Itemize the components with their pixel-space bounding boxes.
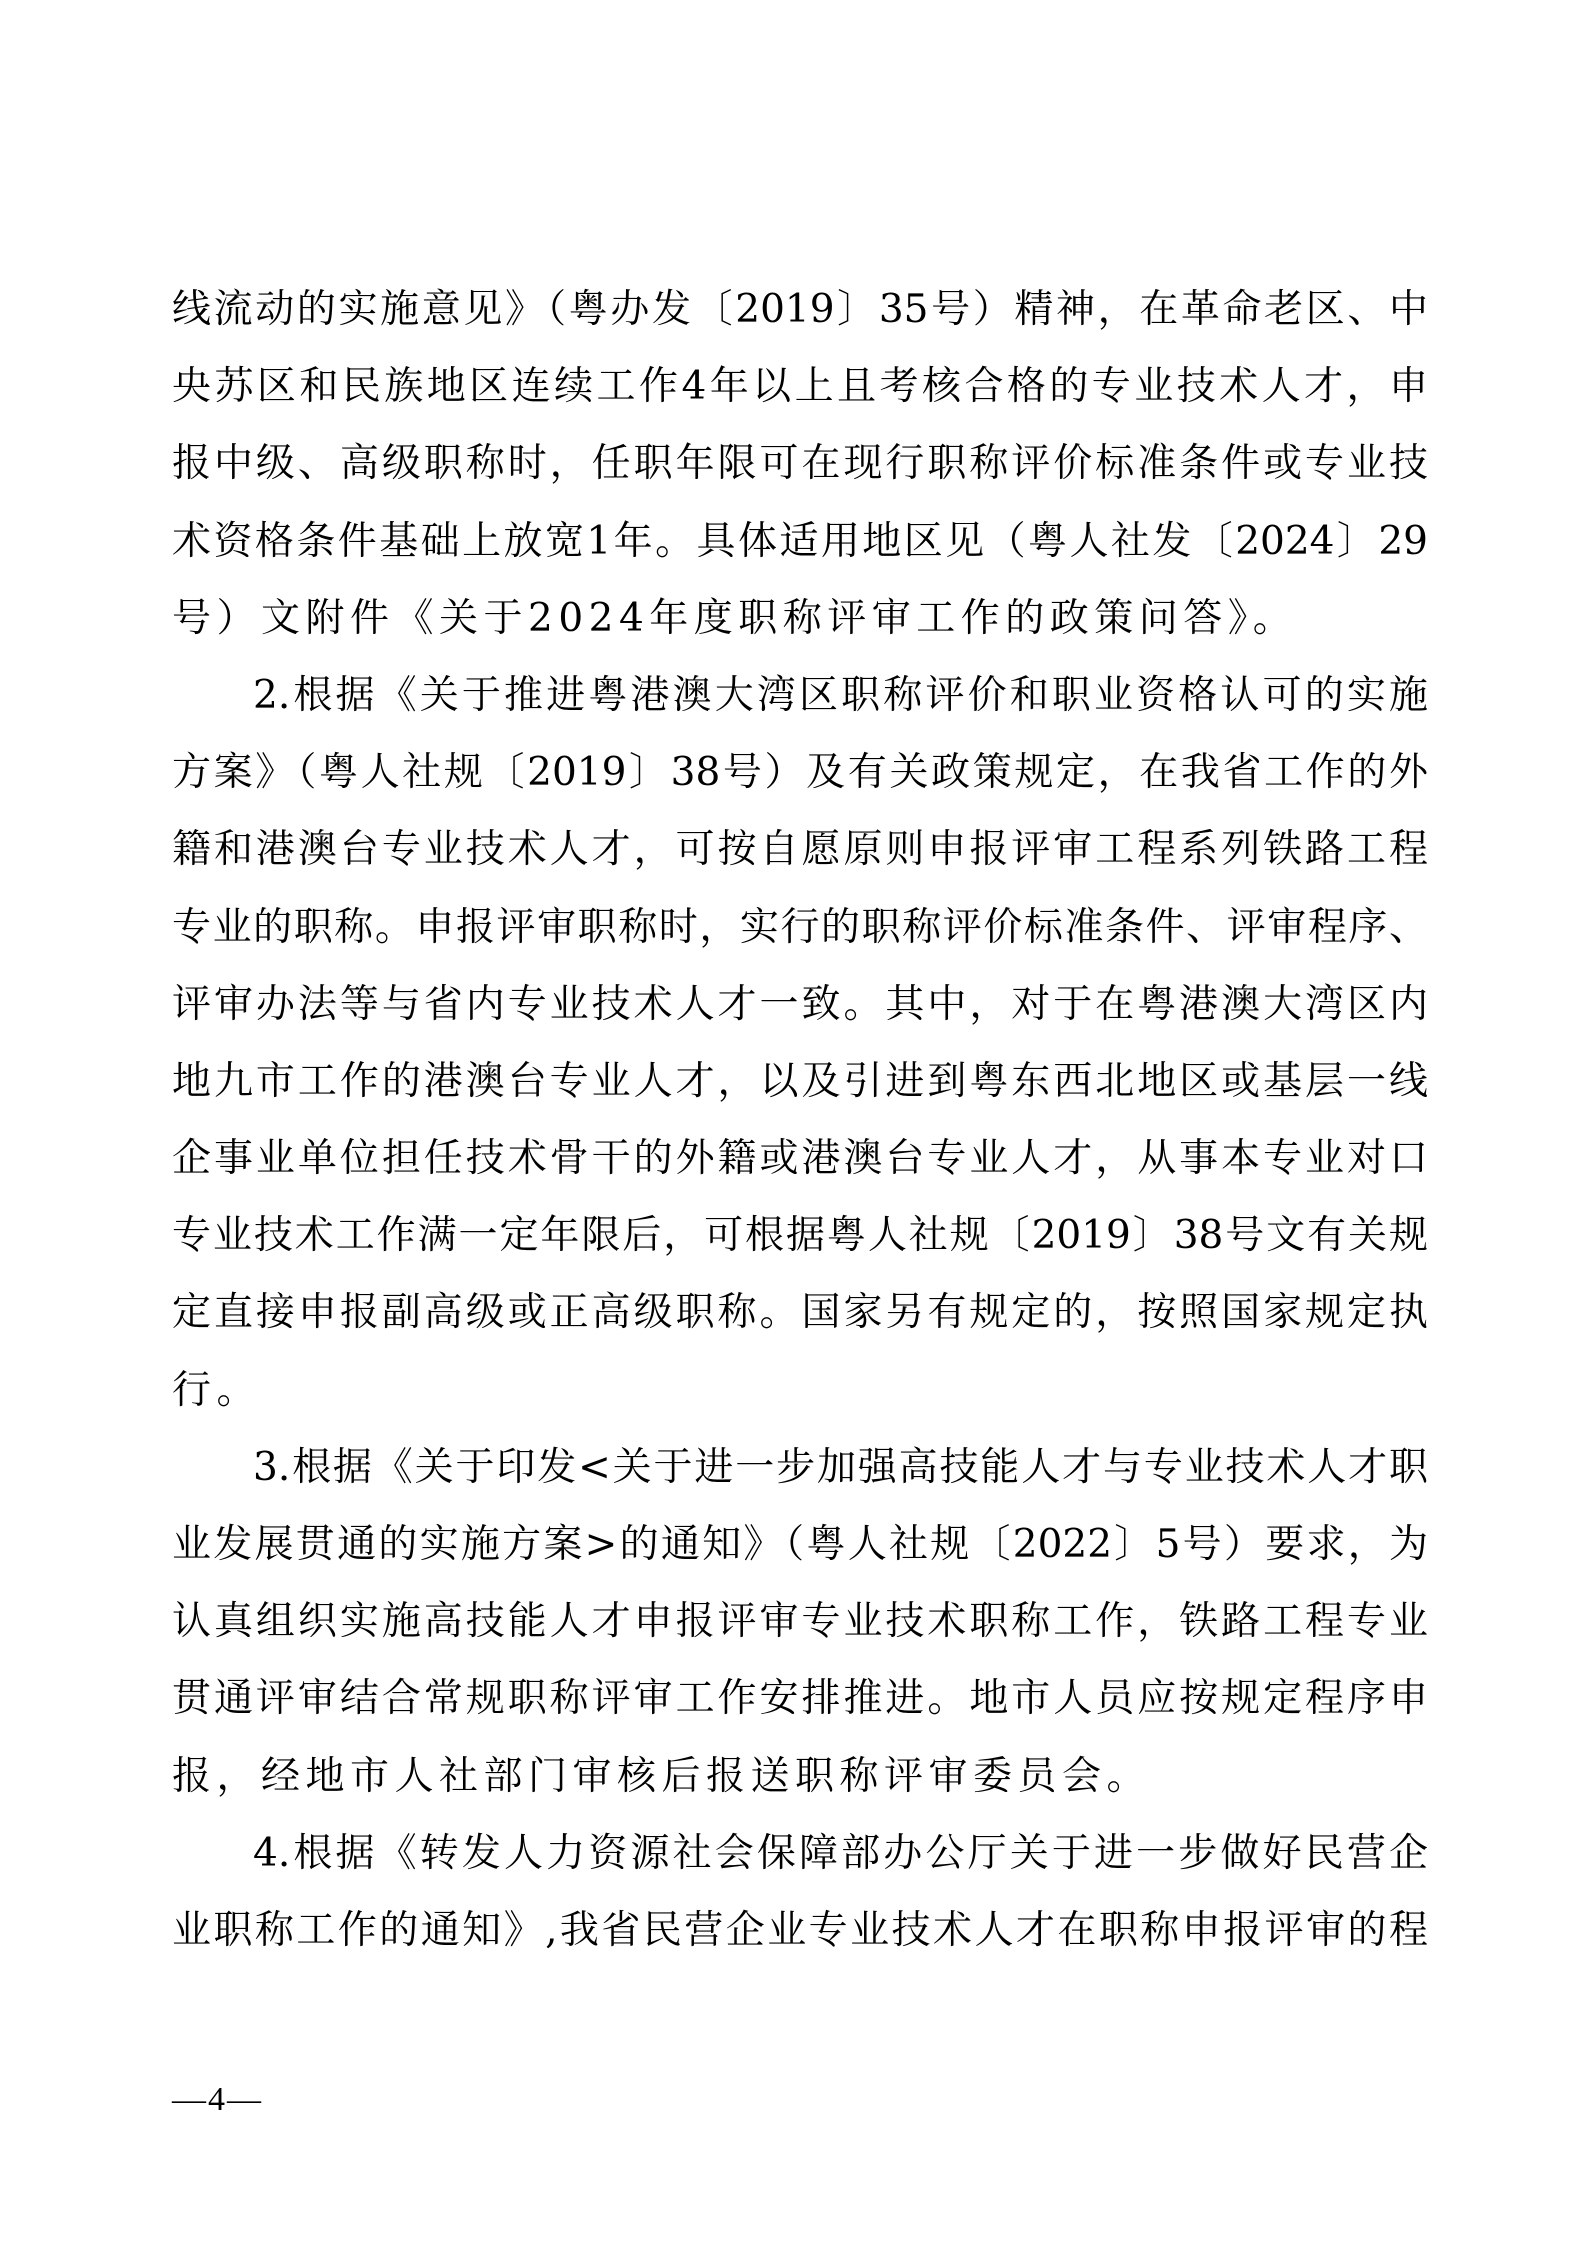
paragraph-1-continued	[172, 283, 1428, 669]
text-line: 术资格条件基础上放宽1年。具体适用地区见（粤人社发〔2024〕29	[172, 518, 1428, 564]
text-line: 籍和港澳台专业技术人才，可按自愿原则申报评审工程系列铁路工程	[172, 827, 1428, 873]
text-line: 号）文附件《关于2024年度职称评审工作的政策问答》。	[172, 595, 1298, 641]
text-line: 3.根据《关于印发<关于进一步加强高技能人才与专业技术人才职	[253, 1444, 1428, 1490]
text-line: 行。	[172, 1367, 262, 1413]
document-body	[172, 283, 1428, 1981]
text-line: 业发展贯通的实施方案>的通知》（粤人社规〔2022〕5号）要求，为	[172, 1522, 1428, 1567]
text-line: 专业技术工作满一定年限后，可根据粤人社规〔2019〕38号文有关规	[172, 1213, 1428, 1259]
text-line: 专业的职称。申报评审职称时，实行的职称评价标准条件、评审程序、	[172, 904, 1428, 950]
text-line: 地九市工作的港澳台专业人才，以及引进到粤东西北地区或基层一线	[172, 1058, 1428, 1104]
text-line: 业职称工作的通知》,我省民营企业专业技术人才在职称申报评审的程	[172, 1907, 1428, 1953]
page-number: —4—	[172, 2081, 263, 2118]
text-line: 评审办法等与省内专业技术人才一致。其中，对于在粤港澳大湾区内	[172, 981, 1428, 1027]
paragraph-4	[172, 1827, 1428, 1981]
text-line: 线流动的实施意见》（粤办发〔2019〕35号）精神，在革命老区、中	[172, 287, 1428, 332]
text-line: 方案》（粤人社规〔2019〕38号）及有关政策规定，在我省工作的外	[172, 750, 1428, 796]
paragraph-3	[172, 1441, 1428, 1827]
text-line: 央苏区和民族地区连续工作4年以上且考核合格的专业技术人才，申	[172, 364, 1428, 410]
text-line: 贯通评审结合常规职称评审工作安排推进。地市人员应按规定程序申	[172, 1676, 1428, 1722]
text-line: 企事业单位担任技术骨干的外籍或港澳台专业人才，从事本专业对口	[172, 1136, 1428, 1182]
text-line: 定直接申报副高级或正高级职称。国家另有规定的，按照国家规定执	[172, 1290, 1428, 1336]
paragraph-2	[172, 669, 1428, 1441]
text-line: 4.根据《转发人力资源社会保障部办公厅关于进一步做好民营企	[253, 1830, 1428, 1876]
text-line: 认真组织实施高技能人才申报评审专业技术职称工作，铁路工程专业	[172, 1599, 1428, 1645]
text-line: 报中级、高级职称时，任职年限可在现行职称评价标准条件或专业技	[172, 441, 1428, 487]
text-line: 2.根据《关于推进粤港澳大湾区职称评价和职业资格认可的实施	[253, 672, 1428, 718]
text-line: 报，经地市人社部门审核后报送职称评审委员会。	[172, 1753, 1152, 1799]
